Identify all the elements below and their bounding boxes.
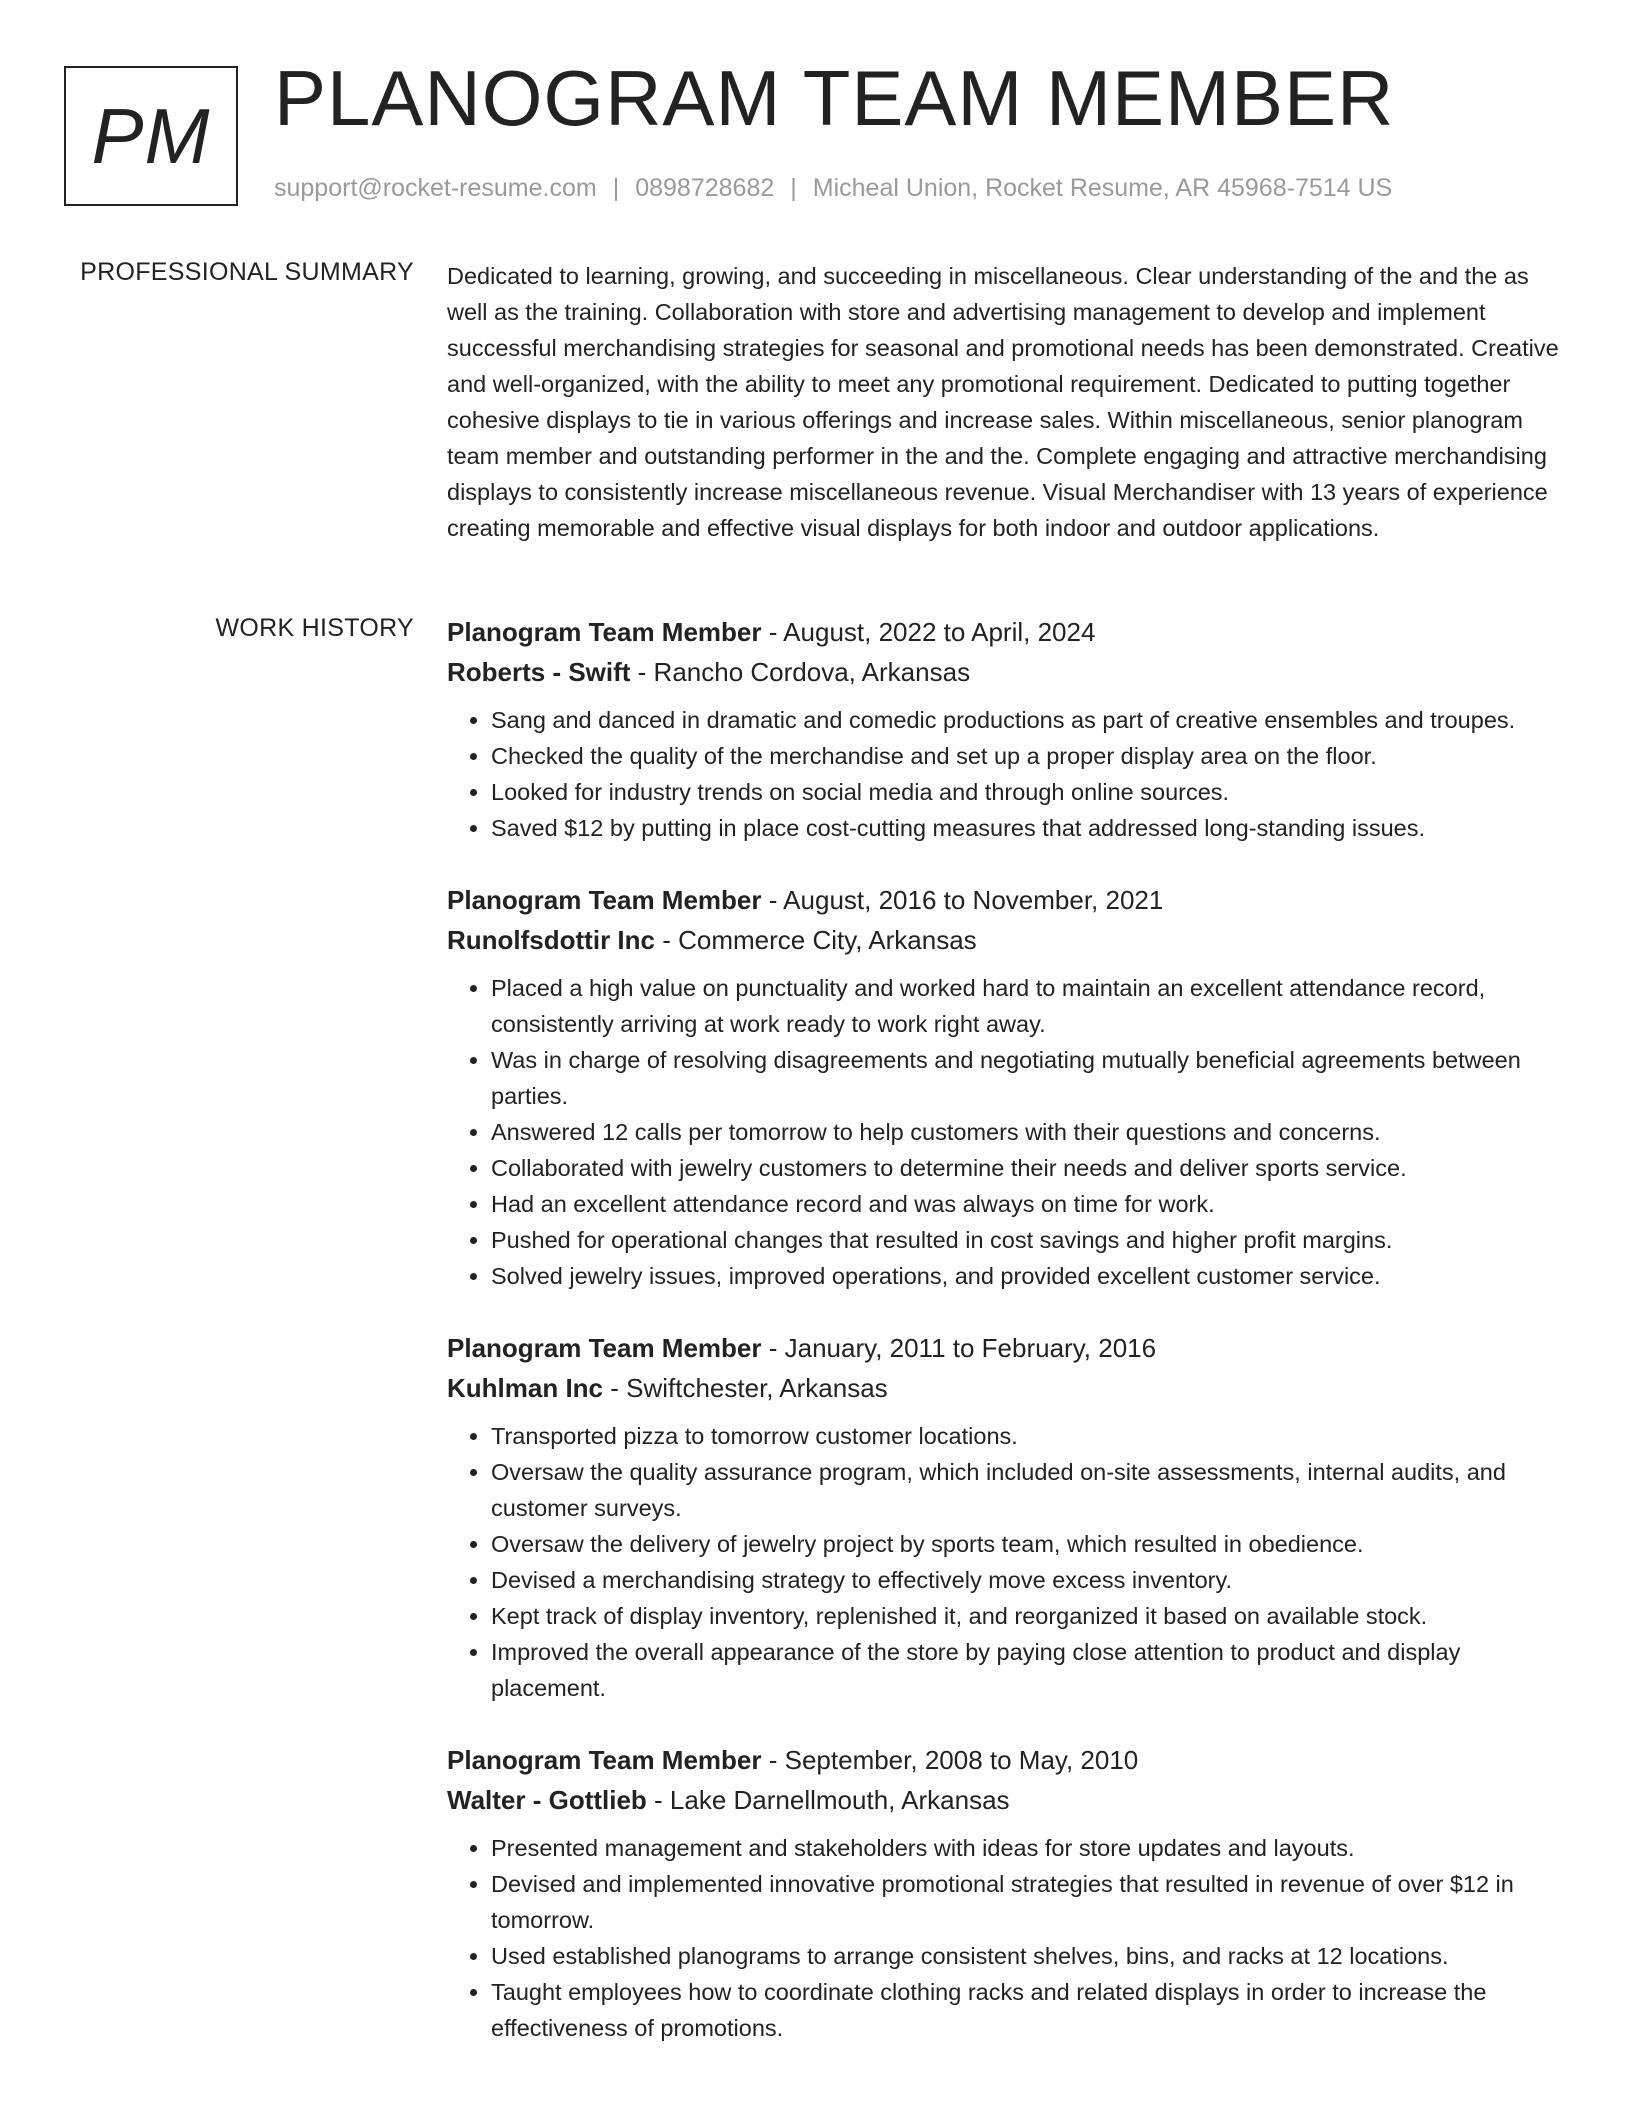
job-bullets	[447, 1830, 1567, 2046]
job-dates: - August, 2016 to November, 2021	[761, 885, 1164, 915]
job-company: Walter - Gottlieb	[447, 1785, 647, 1815]
job-bullet: • Improved the overall appearance of the store by paying close attention to product and display placement.	[491, 1634, 1567, 1706]
contact-separator: |	[612, 174, 620, 202]
monogram: PM	[64, 66, 238, 206]
job-bullet: • Checked the quality of the merchandise and set up a proper display area on the floor.	[491, 738, 1567, 774]
contact-address: Micheal Union, Rocket Resume, AR 45968-7514 US	[812, 174, 1393, 202]
job-bullet: • Collaborated with jewelry customers to determine their needs and deliver sports service.	[491, 1150, 1567, 1186]
job-title-line	[447, 1740, 1567, 1780]
job-bullets	[447, 1418, 1567, 1706]
job-company: Runolfsdottir Inc	[447, 925, 655, 955]
summary-heading: PROFESSIONAL SUMMARY	[80, 258, 414, 286]
job-entry	[447, 880, 1567, 1294]
job-title: Planogram Team Member	[447, 617, 762, 647]
job-title: Planogram Team Member	[447, 1333, 762, 1363]
job-bullet: • Transported pizza to tomorrow customer locations.	[491, 1418, 1567, 1454]
job-title-line	[447, 1328, 1567, 1368]
contact-phone[interactable]: 0898728682	[635, 174, 775, 202]
job-bullet: • Saved $12 by putting in place cost-cutting measures that addressed long-standing issues.	[491, 810, 1567, 846]
job-location: - Swiftchester, Arkansas	[603, 1373, 888, 1403]
job-bullet: • Pushed for operational changes that resulted in cost savings and higher profit margins.	[491, 1222, 1567, 1258]
job-bullet: • Used established planograms to arrange consistent shelves, bins, and racks at 12 locations.	[491, 1938, 1567, 1974]
job-location: - Commerce City, Arkansas	[654, 925, 977, 955]
job-bullet: • Devised and implemented innovative promotional strategies that resulted in revenue of over $12 in tomorrow.	[491, 1866, 1567, 1938]
job-company-line	[447, 1780, 1567, 1820]
job-location: - Rancho Cordova, Arkansas	[630, 657, 971, 687]
job-dates: - August, 2022 to April, 2024	[761, 617, 1096, 647]
contact-line	[274, 174, 1392, 203]
job-company-line	[447, 652, 1567, 692]
job-bullet: • Oversaw the quality assurance program, which included on-site assessments, internal audits, and customer surveys.	[491, 1454, 1567, 1526]
job-entry	[447, 1328, 1567, 1706]
contact-email[interactable]: support@rocket-resume.com	[274, 174, 597, 202]
contact-separator: |	[790, 174, 797, 202]
job-bullet: • Looked for industry trends on social media and through online sources.	[491, 774, 1567, 810]
job-company-line	[447, 920, 1567, 960]
job-bullet: • Kept track of display inventory, replenished it, and reorganized it based on available stock.	[491, 1598, 1567, 1634]
job-bullet: • Taught employees how to coordinate clothing racks and related displays in order to increase the effectiveness of promotions.	[491, 1974, 1567, 2046]
job-title: Planogram Team Member	[447, 1745, 762, 1775]
job-bullet: • Was in charge of resolving disagreements and negotiating mutually beneficial agreements between parties.	[491, 1042, 1567, 1114]
job-dates: - January, 2011 to February, 2016	[761, 1333, 1157, 1363]
summary-body	[447, 258, 1567, 546]
job-bullet: • Devised a merchandising strategy to effectively move excess inventory.	[491, 1562, 1567, 1598]
job-dates: - September, 2008 to May, 2010	[761, 1745, 1139, 1775]
job-title-line	[447, 612, 1567, 652]
summary-text: Dedicated to learning, growing, and succeeding in miscellaneous. Clear understanding of the and the as well as the training. Collaboration with store and advertising management to develop and implement successful merchandising strategies for seasonal and promotional needs has been demonstrated. Creative and well-organized, with the ability to meet any promotional requirement. Dedicated to putting together cohesive displays to tie in various offerings and increase sales. Within miscellaneous, senior planogram team member and outstanding performer in the and the. Complete engaging and attractive merchandising displays to consistently increase miscellaneous revenue. Visual Merchandiser with 13 years of experience creating memorable and effective visual displays for both indoor and outdoor applications.	[447, 263, 1559, 541]
job-bullet: • Presented management and stakeholders with ideas for store updates and layouts.	[491, 1830, 1567, 1866]
work-history-body	[447, 612, 1567, 2080]
job-company-line	[447, 1368, 1567, 1408]
job-company: Kuhlman Inc	[447, 1373, 604, 1403]
job-entry	[447, 612, 1567, 846]
job-company: Roberts - Swift	[447, 657, 631, 687]
job-entry	[447, 1740, 1567, 2046]
job-bullet: • Answered 12 calls per tomorrow to help customers with their questions and concerns.	[491, 1114, 1567, 1150]
job-bullet: • Had an excellent attendance record and was always on time for work.	[491, 1186, 1567, 1222]
job-bullet: • Placed a high value on punctuality and worked hard to maintain an excellent attendance record, consistently arriving at work ready to work right away.	[491, 970, 1567, 1042]
job-title-line	[447, 880, 1567, 920]
job-bullet: • Solved jewelry issues, improved operations, and provided excellent customer service.	[491, 1258, 1567, 1294]
job-bullets	[447, 702, 1567, 846]
job-location: - Lake Darnellmouth, Arkansas	[646, 1785, 1010, 1815]
job-bullets	[447, 970, 1567, 1294]
page-title: PLANOGRAM TEAM MEMBER	[274, 54, 1395, 142]
job-bullet: • Sang and danced in dramatic and comedic productions as part of creative ensembles and troupes.	[491, 702, 1567, 738]
job-title: Planogram Team Member	[447, 885, 762, 915]
job-bullet: • Oversaw the delivery of jewelry project by sports team, which resulted in obedience.	[491, 1526, 1567, 1562]
work-history-heading: WORK HISTORY	[215, 614, 414, 642]
